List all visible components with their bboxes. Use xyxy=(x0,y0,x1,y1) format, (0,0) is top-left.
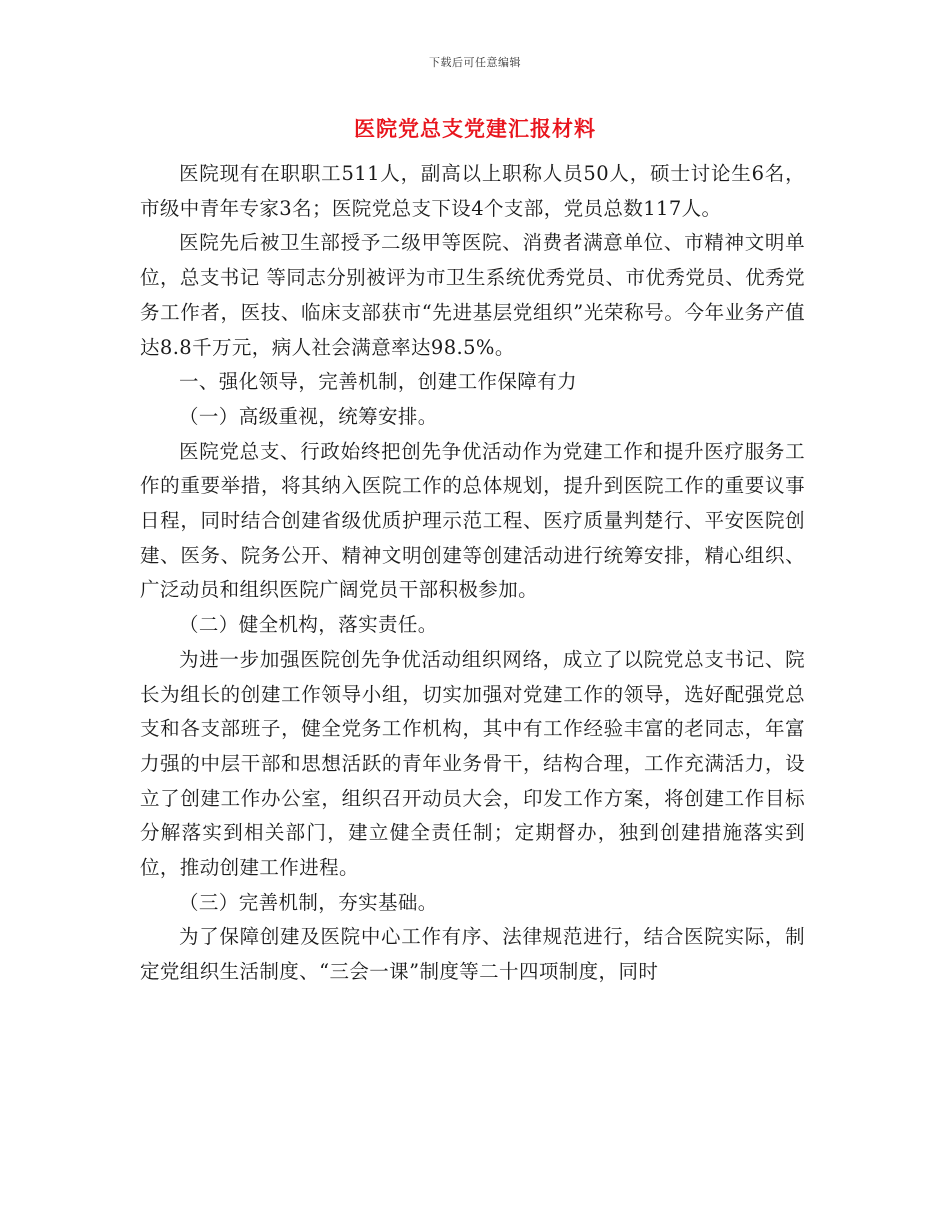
download-note: 下载后可任意编辑 xyxy=(429,56,521,69)
document-body xyxy=(140,157,805,990)
paragraph-honors: 医院先后被卫生部授予二级甲等医院、消费者满意单位、市精神文明单位，总支书记 等同志分别被评为市卫生系统优秀党员、市优秀党员、优秀党务工作者，医技、临床支部获市“先进基层党组织”光荣称号。今年业务产值达8.8千万元，病人社会满意率达98.5%。 xyxy=(140,231,805,359)
document-title: 医院党总支党建汇报材料 xyxy=(354,116,596,141)
paragraph-organization: 为进一步加强医院创先争优活动组织网络，成立了以院党总支书记、院长为组长的创建工作领导小组，切实加强对党建工作的领导，选好配强党总支和各支部班子，健全党务工作机构，其中有工作经验丰富的老同志，年富力强的中层干部和思想活跃的青年业务骨干，结构合理，工作充满活力，设立了创建工作办公室，组织召开动员大会，印发工作方案，将创建工作目标分解落实到相关部门，建立健全责任制；定期督办，独到创建措施落实到位，推动创建工作进程。 xyxy=(140,647,805,880)
paragraph-staff-overview: 医院现有在职职工511人，副高以上职称人员50人，硕士讨论生6名，市级中青年专家3名；医院党总支下设4个支部，党员总数117人。 xyxy=(140,162,805,220)
subsection-heading-1: （一）高级重视，统筹安排。 xyxy=(179,404,438,428)
subsection-heading-2: （二）健全机构，落实责任。 xyxy=(179,613,438,637)
section-heading-1: 一、强化领导，完善机制，创建工作保障有力 xyxy=(179,370,578,394)
paragraph-mechanism: 为了保障创建及医院中心工作有序、法律规范进行，结合医院实际，制定党组织生活制度、“三会一课”制度等二十四项制度，同时 xyxy=(140,925,805,984)
subsection-heading-3: （三）完善机制，夯实基础。 xyxy=(179,890,438,914)
paragraph-leadership: 医院党总支、行政始终把创先争优活动作为党建工作和提升医疗服务工作的重要举措，将其纳入医院工作的总体规划，提升到医院工作的重要议事日程，同时结合创建省级优质护理示范工程、医疗质量判楚行、平安医院创建、医务、院务公开、精神文明创建等创建活动进行统筹安排，精心组织、广泛动员和组织医院广阔党员干部积极参加。 xyxy=(140,439,805,602)
